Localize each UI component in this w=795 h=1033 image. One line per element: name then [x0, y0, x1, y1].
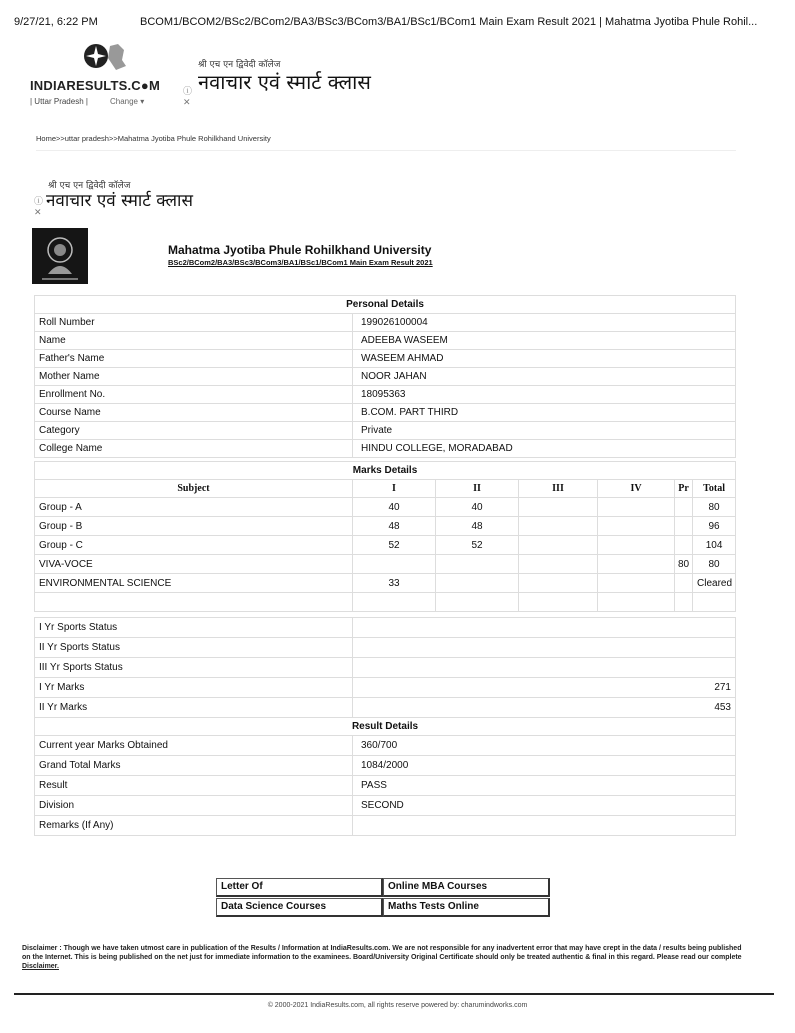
- mark-cell: [436, 574, 519, 593]
- col-total: Total: [693, 480, 736, 498]
- total-cell: 80: [693, 498, 736, 517]
- ad-top-big-text[interactable]: नवाचार एवं स्मार्ट क्लास: [198, 70, 371, 94]
- table-row: [35, 555, 736, 574]
- year-marks-label: II Yr Marks: [35, 698, 353, 718]
- university-logo: [32, 228, 88, 284]
- sports-value: [353, 618, 736, 638]
- table-row: [35, 422, 736, 440]
- col-subject: Subject: [35, 480, 353, 498]
- university-emblem-icon: [32, 228, 88, 284]
- total-cell: 104: [693, 536, 736, 555]
- roll-number-label: Roll Number: [35, 314, 353, 332]
- col-paper-ii: II: [436, 480, 519, 498]
- print-page-title: BCOM1/BCOM2/BSc2/BCom2/BA3/BSc3/BCom3/BA1/BSc1/BCom1 Main Exam Result 2021 | Mahatma Jyotiba Phule Rohil...: [140, 16, 758, 28]
- mark-cell: [675, 498, 693, 517]
- mark-cell: [598, 536, 675, 555]
- online-mba-courses-link[interactable]: Online MBA Courses: [383, 878, 550, 897]
- state-label: | Uttar Pradesh |: [30, 97, 88, 106]
- personal-details-heading: Personal Details: [35, 296, 736, 314]
- subject-cell: ENVIRONMENTAL SCIENCE: [35, 574, 353, 593]
- sports-value: [353, 658, 736, 678]
- category-label: Category: [35, 422, 353, 440]
- grand-total-value: 1084/2000: [353, 756, 736, 776]
- total-cell: Cleared: [693, 574, 736, 593]
- exam-title: BSc2/BCom2/BA3/BSc3/BCom3/BA1/BSc1/BCom1 Main Exam Result 2021: [168, 258, 433, 267]
- site-logo[interactable]: [30, 38, 180, 110]
- mark-cell: 48: [436, 517, 519, 536]
- subject-cell: Group - A: [35, 498, 353, 517]
- ad-mid-small-text: श्री एच एन द्विवेदी कॉलेज: [48, 181, 131, 191]
- remarks-label: Remarks (If Any): [35, 816, 353, 836]
- data-science-courses-link[interactable]: Data Science Courses: [216, 898, 383, 917]
- remarks-value: [353, 816, 736, 836]
- table-row: [35, 736, 736, 756]
- year-marks-value: 453: [353, 698, 736, 718]
- table-row: [35, 350, 736, 368]
- change-state-link[interactable]: Change ▾: [109, 97, 145, 106]
- result-details-heading: Result Details: [35, 718, 736, 736]
- mark-cell: [519, 517, 598, 536]
- table-row: [35, 776, 736, 796]
- mark-cell: 48: [353, 517, 436, 536]
- table-row: [35, 658, 736, 678]
- mark-cell: [675, 536, 693, 555]
- disclaimer-link[interactable]: Disclaimer.: [22, 963, 59, 970]
- table-row: [35, 368, 736, 386]
- mark-cell: [519, 498, 598, 517]
- info-icon[interactable]: ⓘ: [34, 196, 44, 206]
- year-marks-value: 271: [353, 678, 736, 698]
- sports-value: [353, 638, 736, 658]
- mark-cell: 40: [353, 498, 436, 517]
- university-name: Mahatma Jyotiba Phule Rohilkhand University: [168, 243, 432, 257]
- table-row: [35, 314, 736, 332]
- mark-cell: [519, 574, 598, 593]
- mark-cell: [519, 555, 598, 574]
- mark-cell: [675, 574, 693, 593]
- year-marks-label: I Yr Marks: [35, 678, 353, 698]
- college-name-value: HINDU COLLEGE, MORADABAD: [353, 440, 736, 458]
- mark-cell: [598, 574, 675, 593]
- letter-of-link[interactable]: Letter Of: [216, 878, 383, 897]
- mark-cell: [519, 536, 598, 555]
- ad-top-small-text: श्री एच एन द्विवेदी कॉलेज: [198, 60, 281, 70]
- course-name-label: Course Name: [35, 404, 353, 422]
- mother-name-value: NOOR JAHAN: [353, 368, 736, 386]
- mother-name-label: Mother Name: [35, 368, 353, 386]
- table-row: [35, 517, 736, 536]
- mark-cell: [598, 517, 675, 536]
- marks-details-heading: Marks Details: [35, 462, 736, 480]
- personal-details-table: [34, 295, 736, 458]
- subject-cell: Group - C: [35, 536, 353, 555]
- sports-label: III Yr Sports Status: [35, 658, 353, 678]
- mark-cell: 52: [436, 536, 519, 555]
- disclaimer-text: Though we have taken utmost care in publication of the Results / Information at IndiaResults.com. We are not responsible for any inadvertent error that may have crept in the data / results being published on the Internet. This is being published on the net just for immediate information to the examinees. Board/University Original Certificate should only be treated authentic & final in this regard. Please read our complete: [22, 945, 742, 961]
- info-icon[interactable]: ⓘ: [183, 86, 193, 96]
- disclaimer-label: Disclaimer :: [22, 945, 62, 952]
- table-row: [35, 638, 736, 658]
- footer-divider: [14, 993, 774, 995]
- mark-cell: [598, 555, 675, 574]
- enrollment-value: 18095363: [353, 386, 736, 404]
- ad-top-controls: [183, 86, 192, 108]
- marks-obtained-label: Current year Marks Obtained: [35, 736, 353, 756]
- sports-label: I Yr Sports Status: [35, 618, 353, 638]
- table-row: [35, 332, 736, 350]
- mark-cell: [598, 498, 675, 517]
- result-value: PASS: [353, 776, 736, 796]
- table-row: [35, 498, 736, 517]
- table-row: [35, 440, 736, 458]
- table-row: [35, 536, 736, 555]
- close-icon[interactable]: ✕: [183, 97, 191, 107]
- roll-number-value: 199026100004: [353, 314, 736, 332]
- sports-status-table: [34, 617, 736, 718]
- close-icon[interactable]: ✕: [34, 207, 42, 217]
- marks-details-table: [34, 461, 736, 612]
- table-row: [35, 618, 736, 638]
- marks-obtained-value: 360/700: [353, 736, 736, 756]
- table-row: [35, 386, 736, 404]
- table-row: [35, 678, 736, 698]
- total-cell: 96: [693, 517, 736, 536]
- print-datetime: 9/27/21, 6:22 PM: [14, 16, 98, 28]
- table-row: [35, 404, 736, 422]
- result-details-table: [34, 717, 736, 836]
- logo-map-icon: [82, 38, 128, 78]
- mark-cell: 80: [675, 555, 693, 574]
- enrollment-label: Enrollment No.: [35, 386, 353, 404]
- mark-cell: 40: [436, 498, 519, 517]
- name-value: ADEEBA WASEEM: [353, 332, 736, 350]
- mark-cell: [675, 517, 693, 536]
- breadcrumb[interactable]: Home>>uttar pradesh>>Mahatma Jyotiba Phule Rohilkhand University: [36, 134, 271, 143]
- mark-cell: 52: [353, 536, 436, 555]
- col-paper-i: I: [353, 480, 436, 498]
- result-label: Result: [35, 776, 353, 796]
- footer-copyright: © 2000-2021 IndiaResults.com, all rights reserve powered by: charumindworks.com: [267, 1002, 528, 1009]
- ad-mid-controls: [34, 196, 43, 218]
- name-label: Name: [35, 332, 353, 350]
- table-row: [35, 593, 736, 612]
- maths-tests-online-link[interactable]: Maths Tests Online: [383, 898, 550, 917]
- table-row: [35, 796, 736, 816]
- mark-cell: [353, 555, 436, 574]
- sports-label: II Yr Sports Status: [35, 638, 353, 658]
- grand-total-label: Grand Total Marks: [35, 756, 353, 776]
- subject-cell: VIVA-VOCE: [35, 555, 353, 574]
- table-row: [35, 816, 736, 836]
- ad-mid-big-text[interactable]: नवाचार एवं स्मार्ट क्लास: [46, 191, 193, 211]
- state-selector[interactable]: [30, 97, 144, 106]
- mark-cell: 33: [353, 574, 436, 593]
- subject-cell: Group - B: [35, 517, 353, 536]
- table-row: [35, 574, 736, 593]
- father-name-value: WASEEM AHMAD: [353, 350, 736, 368]
- division-value: SECOND: [353, 796, 736, 816]
- table-row: [35, 698, 736, 718]
- col-paper-iv: IV: [598, 480, 675, 498]
- mark-cell: [436, 555, 519, 574]
- course-name-value: B.COM. PART THIRD: [353, 404, 736, 422]
- division-label: Division: [35, 796, 353, 816]
- logo-text: INDIARESULTS.C●M: [30, 78, 160, 93]
- col-paper-iii: III: [519, 480, 598, 498]
- col-practical: Pr: [675, 480, 693, 498]
- disclaimer: [22, 944, 748, 971]
- category-value: Private: [353, 422, 736, 440]
- total-cell: 80: [693, 555, 736, 574]
- table-row: [35, 756, 736, 776]
- father-name-label: Father's Name: [35, 350, 353, 368]
- breadcrumb-divider: [36, 150, 736, 151]
- college-name-label: College Name: [35, 440, 353, 458]
